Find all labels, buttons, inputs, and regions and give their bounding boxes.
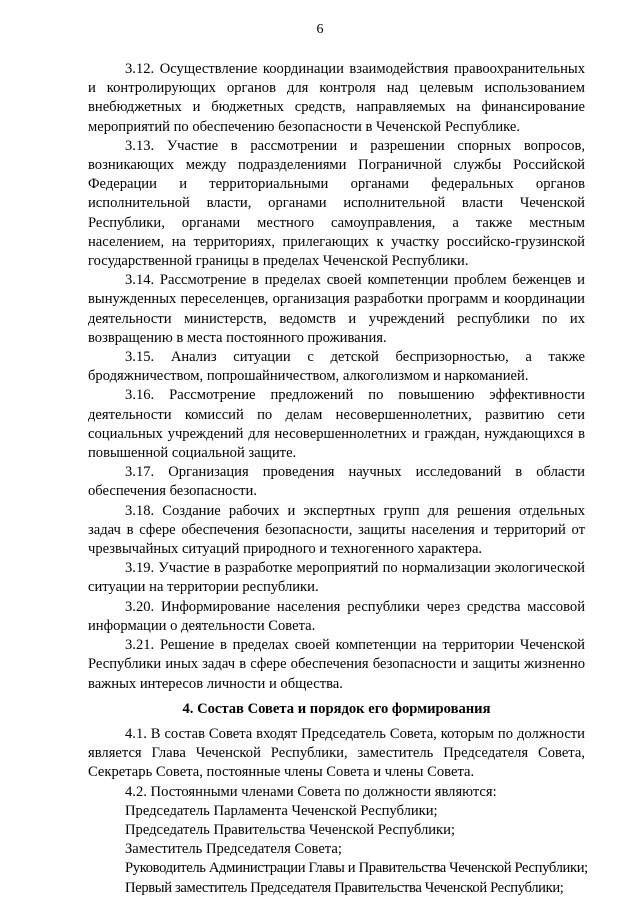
paragraph-3-19: 3.19. Участие в разработке мероприятий по нормализации экологической ситуации на территории республики. (88, 560, 585, 596)
paragraph-3-13: 3.13. Участие в рассмотрении и разрешении спорных вопросов, возникающих между подразделениями Пограничной службы Российской Федерации и территориальными органами федеральных органов исполнительной власти, органами исполнительной власти Чеченской Республики, органами местного самоуправления, а также местным населением, на территориях, прилегающих к участку российско-грузинской государственной границы в пределах Чеченской Республики. (88, 137, 585, 270)
member-list-item: Первый заместитель Председателя Правительства Чеченской Республики; (125, 879, 564, 896)
paragraph-3-21: 3.21. Решение в пределах своей компетенции на территории Чеченской Республики иных задач в сфере обеспечения безопасности и защиты жизненно важных интересов личности и общества. (88, 637, 585, 692)
paragraph-3-20: 3.20. Информирование населения республики через средства массовой информации о деятельности Совета. (88, 598, 585, 634)
paragraph-4-2: 4.2. Постоянными членами Совета по должности являются: (125, 783, 497, 800)
paragraph-3-18: 3.18. Создание рабочих и экспертных групп для решения отдельных задач в сфере обеспечения безопасности, защиты населения и территорий от чрезвычайных ситуаций природного и техногенного характера. (88, 502, 585, 558)
member-list-item: Заместитель Председателя Совета; (125, 841, 342, 858)
paragraph-3-14: 3.14. Рассмотрение в пределах своей компетенции проблем беженцев и вынужденных переселенцев, организация разработки программ и координации деятельности министерств, ведомств и учреждений республики по их возвращению в места постоянного проживания. (88, 272, 585, 346)
member-list-item: Председатель Правительства Чеченской Республики; (125, 821, 456, 838)
section-heading: 4. Состав Совета и порядок его формирования (182, 700, 491, 717)
member-list-item: Председатель Парламента Чеченской Республики; (125, 802, 438, 819)
paragraph-4-1: 4.1. В состав Совета входят Председатель Совета, которым по должности является Глава Чеченской Республики, заместитель Председателя Совета, Секретарь Совета, постоянные члены Совета и члены Совета. (88, 725, 585, 781)
paragraph-3-15: 3.15. Анализ ситуации с детской беспризорностью, а также бродяжничеством, попрошайничеством, алкоголизмом и наркоманией. (88, 349, 585, 385)
page-number: 6 (316, 22, 324, 37)
document-body (88, 60, 588, 898)
paragraph-3-16: 3.16. Рассмотрение предложений по повышению эффективности деятельности комиссий по делам несовершеннолетних, развитию сети социальных учреждений для несовершеннолетних и граждан, нуждающихся в повышенной социальной защите. (88, 387, 585, 462)
paragraph-3-17: 3.17. Организация проведения научных исследований в области обеспечения безопасности. (88, 464, 585, 500)
paragraph-3-12: 3.12. Осуществление координации взаимодействия правоохранительных и контролирующих органов для контроля над целевым использованием внебюджетных и бюджетных средств, направляемых на финансирование мероприятий по обеспечению безопасности в Чеченской Республике. (88, 61, 585, 135)
member-list-item: Руководитель Администрации Главы и Правительства Чеченской Республики; (125, 860, 588, 877)
